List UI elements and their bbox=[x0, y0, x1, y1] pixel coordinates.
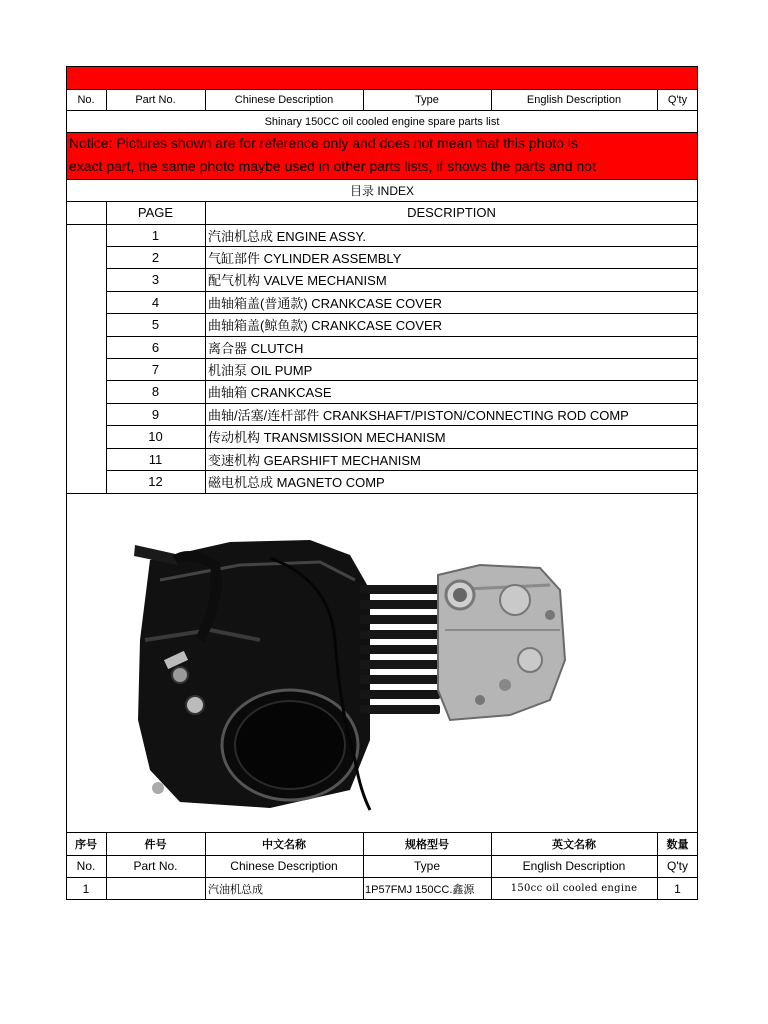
index-description: 曲轴箱盖(普通款) CRANKCASE COVER bbox=[208, 295, 443, 311]
index-description: 曲轴/活塞/连杆部件 CRANKSHAFT/PISTON/CONNECTING ROD COMP bbox=[208, 407, 629, 423]
part-number-cell bbox=[106, 877, 205, 900]
index-page-number: 10 bbox=[148, 429, 163, 444]
bottom-header-chinese: Chinese Description bbox=[230, 859, 338, 873]
index-description: 曲轴箱 CRANKCASE bbox=[208, 385, 332, 400]
index-page-number: 3 bbox=[151, 272, 160, 287]
index-page-number: 7 bbox=[151, 361, 160, 377]
index-page-number: 1 bbox=[151, 227, 160, 243]
header-type: Type bbox=[415, 94, 439, 106]
part-chinese-cell: 汽油机总成 bbox=[208, 883, 263, 896]
index-page-header: PAGE bbox=[137, 205, 174, 220]
list-title: Shinary 150CC oil cooled engine spare parts list bbox=[264, 115, 500, 128]
part-qty-cell: 1 bbox=[674, 881, 681, 896]
notice-line-2: exact part, the same photo maybe used in other parts lists, if shows the parts and not bbox=[69, 158, 596, 174]
header-chinese-description: Chinese Description bbox=[234, 94, 334, 106]
index-page-number: 6 bbox=[151, 339, 160, 355]
index-page-number: 5 bbox=[151, 317, 160, 332]
index-description: 曲轴箱盖(鲸鱼款) CRANKCASE COVER bbox=[208, 318, 443, 333]
bottom-header-qty: Q'ty bbox=[667, 859, 688, 873]
index-page-number: 4 bbox=[151, 294, 160, 310]
header-part-no: Part No. bbox=[135, 94, 176, 106]
bottom-header-part-no: Part No. bbox=[133, 859, 178, 873]
header-qty: Q'ty bbox=[667, 94, 688, 106]
header-no: No. bbox=[77, 94, 95, 106]
part-english-cell: 150cc oil cooled engine bbox=[510, 883, 638, 894]
index-title: 目录 INDEX bbox=[349, 183, 414, 198]
part-no-cell: 1 bbox=[82, 881, 90, 896]
index-description: 机油泵 OIL PUMP bbox=[208, 362, 313, 378]
engine-photo-icon bbox=[120, 520, 590, 820]
index-description: 传动机构 TRANSMISSION MECHANISM bbox=[208, 430, 446, 445]
index-page-number: 11 bbox=[148, 451, 163, 467]
header-english-description: English Description bbox=[526, 94, 622, 106]
index-description: 变速机构 GEARSHIFT MECHANISM bbox=[208, 452, 421, 468]
bottom-header-no-cn: 序号 bbox=[75, 838, 97, 851]
index-description-header: DESCRIPTION bbox=[407, 205, 496, 220]
notice-box bbox=[66, 132, 698, 179]
bottom-header-type: Type bbox=[413, 859, 440, 873]
index-page-number: 12 bbox=[148, 474, 163, 489]
part-type-cell: 1P57FMJ 150CC.鑫源 bbox=[365, 883, 475, 896]
index-page-number: 9 bbox=[151, 406, 160, 422]
index-description: 离合器 CLUTCH bbox=[208, 340, 304, 356]
notice-line-1: Notice: Pictures shown are for reference only and does not mean that this photo is bbox=[69, 135, 578, 151]
index-page-number: 8 bbox=[151, 384, 160, 399]
index-description: 配气机构 VALVE MECHANISM bbox=[208, 273, 387, 288]
index-page-number: 2 bbox=[151, 249, 160, 265]
index-description: 气缸部件 CYLINDER ASSEMBLY bbox=[208, 250, 402, 266]
index-description: 汽油机总成 ENGINE ASSY. bbox=[208, 228, 366, 244]
bottom-header-qty-cn: 数量 bbox=[666, 838, 689, 851]
index-description: 磁电机总成 MAGNETO COMP bbox=[208, 475, 385, 490]
bottom-header-english-cn: 英文名称 bbox=[552, 838, 596, 851]
bottom-header-no: No. bbox=[76, 859, 96, 873]
bottom-header-part-no-cn: 件号 bbox=[144, 838, 167, 851]
bottom-header-type-cn: 规格型号 bbox=[405, 838, 449, 851]
top-red-banner bbox=[66, 66, 698, 89]
bottom-header-chinese-cn: 中文名称 bbox=[262, 838, 306, 851]
bottom-header-english: English Description bbox=[522, 859, 626, 873]
